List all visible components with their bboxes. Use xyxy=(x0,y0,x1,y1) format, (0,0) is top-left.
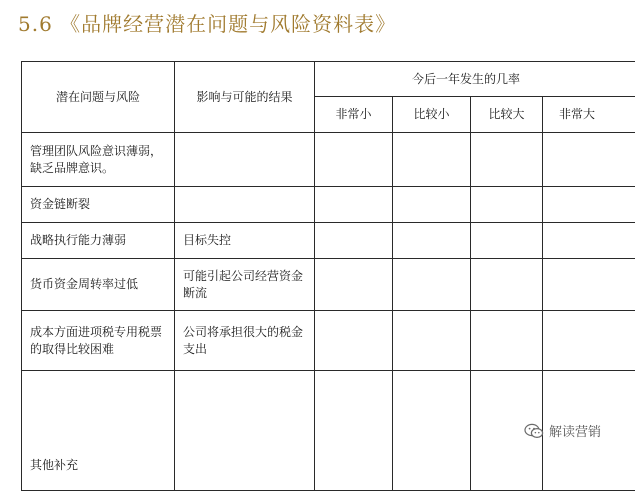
level-cell xyxy=(315,223,393,259)
impact-cell xyxy=(175,371,315,491)
table-row xyxy=(22,133,635,187)
impact-cell: 可能引起公司经营资金断流 xyxy=(175,259,315,311)
level-cell xyxy=(471,187,543,223)
level-cell xyxy=(315,133,393,187)
level-cell xyxy=(393,133,471,187)
level-cell xyxy=(393,187,471,223)
level-cell xyxy=(543,259,635,311)
header-level-very-high: 非常大 xyxy=(543,97,635,133)
header-issue: 潜在问题与风险 xyxy=(22,62,175,133)
level-cell xyxy=(471,133,543,187)
table-row xyxy=(22,259,635,311)
table-row xyxy=(22,223,635,259)
impact-cell: 目标失控 xyxy=(175,223,315,259)
level-cell xyxy=(315,371,393,491)
watermark-text: 解读营销 xyxy=(549,421,601,440)
level-cell xyxy=(543,187,635,223)
level-cell xyxy=(393,259,471,311)
level-cell xyxy=(393,311,471,371)
level-cell xyxy=(315,187,393,223)
header-level-high: 比较大 xyxy=(471,97,543,133)
header-level-very-low: 非常小 xyxy=(315,97,393,133)
issue-cell: 管理团队风险意识薄弱，缺乏品牌意识。 xyxy=(22,133,175,187)
level-cell xyxy=(315,311,393,371)
header-impact: 影响与可能的结果 xyxy=(175,62,315,133)
impact-cell: 公司将承担很大的税金支出 xyxy=(175,311,315,371)
table-row xyxy=(22,187,635,223)
page-title: 5.6 《品牌经营潜在问题与风险资料表》 xyxy=(18,8,396,37)
level-cell xyxy=(543,223,635,259)
issue-cell: 资金链断裂 xyxy=(22,187,175,223)
header-frequency: 今后一年发生的几率 xyxy=(315,62,635,97)
level-cell xyxy=(543,133,635,187)
level-cell xyxy=(543,311,635,371)
level-cell xyxy=(393,371,471,491)
watermark xyxy=(524,421,601,440)
level-cell xyxy=(315,259,393,311)
level-cell xyxy=(471,223,543,259)
issue-cell: 其他补充 xyxy=(22,371,175,491)
level-cell xyxy=(471,311,543,371)
issue-cell: 成本方面进项税专用税票的取得比较困难 xyxy=(22,311,175,371)
impact-cell xyxy=(175,133,315,187)
level-cell xyxy=(471,259,543,311)
issue-cell: 货币资金周转率过低 xyxy=(22,259,175,311)
impact-cell xyxy=(175,187,315,223)
header-row-1 xyxy=(22,62,635,97)
level-cell xyxy=(393,223,471,259)
header-level-low: 比较小 xyxy=(393,97,471,133)
issue-cell: 战略执行能力薄弱 xyxy=(22,223,175,259)
wechat-icon xyxy=(524,423,544,439)
table-row xyxy=(22,311,635,371)
